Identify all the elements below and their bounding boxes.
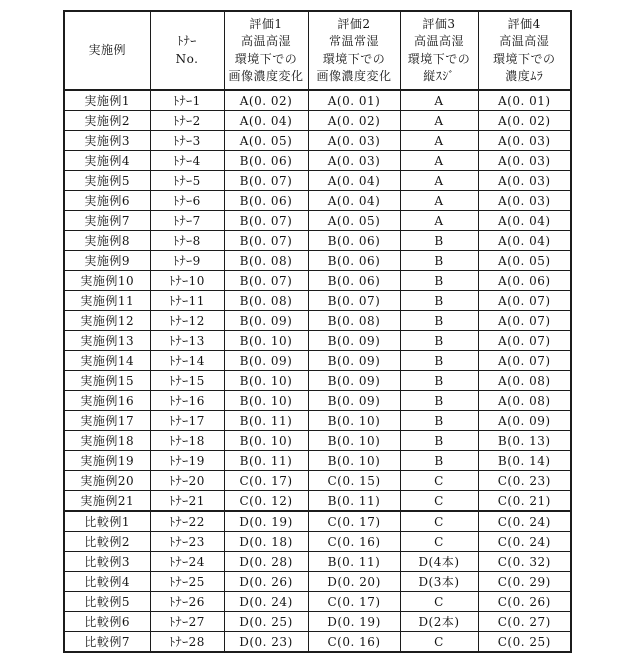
- table-row: [64, 612, 571, 632]
- example-cell: 比較例7: [64, 632, 150, 653]
- example-cell: 実施例11: [64, 291, 150, 311]
- eval1-cell: B(0. 09): [224, 351, 308, 371]
- eval4-cell: B(0. 13): [478, 431, 571, 451]
- table-row: [64, 431, 571, 451]
- eval2-cell: B(0. 09): [308, 331, 400, 351]
- toner-no-cell: ﾄﾅｰ12: [150, 311, 224, 331]
- eval1-cell: B(0. 10): [224, 431, 308, 451]
- eval3-cell: A: [400, 191, 478, 211]
- table-row: [64, 391, 571, 411]
- table-row: [64, 532, 571, 552]
- eval3-cell: B: [400, 331, 478, 351]
- eval2-cell: A(0. 04): [308, 191, 400, 211]
- table-row: [64, 90, 571, 111]
- eval3-cell: A: [400, 131, 478, 151]
- eval3-cell: A: [400, 171, 478, 191]
- table-row: [64, 211, 571, 231]
- toner-no-cell: ﾄﾅｰ3: [150, 131, 224, 151]
- eval2-cell: B(0. 10): [308, 431, 400, 451]
- example-cell: 比較例5: [64, 592, 150, 612]
- eval4-cell: C(0. 24): [478, 511, 571, 532]
- example-cell: 実施例12: [64, 311, 150, 331]
- eval4-cell: C(0. 32): [478, 552, 571, 572]
- eval3-cell: B: [400, 231, 478, 251]
- column-header-toner-no: ﾄﾅｰ No.: [150, 11, 224, 90]
- toner-no-cell: ﾄﾅｰ9: [150, 251, 224, 271]
- eval1-cell: B(0. 08): [224, 291, 308, 311]
- eval2-cell: D(0. 19): [308, 612, 400, 632]
- column-header-eval1: 評価1 高温高湿 環境下での 画像濃度変化: [224, 11, 308, 90]
- eval2-cell: C(0. 16): [308, 632, 400, 653]
- table-row: [64, 371, 571, 391]
- eval2-cell: C(0. 16): [308, 532, 400, 552]
- eval3-cell: B: [400, 371, 478, 391]
- example-cell: 比較例3: [64, 552, 150, 572]
- toner-no-cell: ﾄﾅｰ8: [150, 231, 224, 251]
- eval3-cell: A: [400, 111, 478, 131]
- example-cell: 実施例8: [64, 231, 150, 251]
- eval3-cell: B: [400, 271, 478, 291]
- eval1-cell: B(0. 06): [224, 151, 308, 171]
- example-cell: 比較例4: [64, 572, 150, 592]
- example-cell: 実施例5: [64, 171, 150, 191]
- example-cell: 比較例6: [64, 612, 150, 632]
- example-cell: 実施例9: [64, 251, 150, 271]
- eval2-cell: B(0. 06): [308, 231, 400, 251]
- eval4-cell: A(0. 02): [478, 111, 571, 131]
- example-cell: 実施例3: [64, 131, 150, 151]
- eval3-cell: B: [400, 351, 478, 371]
- example-cell: 実施例4: [64, 151, 150, 171]
- eval1-cell: B(0. 06): [224, 191, 308, 211]
- table-row: [64, 632, 571, 653]
- table-row: [64, 271, 571, 291]
- toner-no-cell: ﾄﾅｰ2: [150, 111, 224, 131]
- example-cell: 比較例2: [64, 532, 150, 552]
- example-cell: 実施例7: [64, 211, 150, 231]
- toner-no-cell: ﾄﾅｰ23: [150, 532, 224, 552]
- eval1-cell: B(0. 07): [224, 231, 308, 251]
- eval4-cell: C(0. 26): [478, 592, 571, 612]
- header-row: [64, 11, 571, 90]
- eval2-cell: C(0. 17): [308, 592, 400, 612]
- eval4-cell: A(0. 07): [478, 291, 571, 311]
- eval3-cell: B: [400, 291, 478, 311]
- eval1-cell: B(0. 08): [224, 251, 308, 271]
- eval4-cell: A(0. 04): [478, 231, 571, 251]
- eval1-cell: B(0. 07): [224, 171, 308, 191]
- toner-no-cell: ﾄﾅｰ24: [150, 552, 224, 572]
- eval2-cell: B(0. 10): [308, 411, 400, 431]
- eval2-cell: A(0. 01): [308, 90, 400, 111]
- eval1-cell: A(0. 05): [224, 131, 308, 151]
- eval3-cell: B: [400, 411, 478, 431]
- eval1-cell: B(0. 10): [224, 391, 308, 411]
- eval2-cell: B(0. 06): [308, 271, 400, 291]
- eval3-cell: D(4本): [400, 552, 478, 572]
- example-cell: 実施例6: [64, 191, 150, 211]
- table-row: [64, 451, 571, 471]
- eval2-cell: B(0. 09): [308, 371, 400, 391]
- toner-no-cell: ﾄﾅｰ28: [150, 632, 224, 653]
- eval4-cell: A(0. 09): [478, 411, 571, 431]
- eval1-cell: D(0. 18): [224, 532, 308, 552]
- toner-no-cell: ﾄﾅｰ16: [150, 391, 224, 411]
- table-row: [64, 471, 571, 491]
- eval3-cell: B: [400, 431, 478, 451]
- eval1-cell: B(0. 07): [224, 271, 308, 291]
- toner-no-cell: ﾄﾅｰ13: [150, 331, 224, 351]
- table-row: [64, 151, 571, 171]
- example-cell: 実施例13: [64, 331, 150, 351]
- table-row: [64, 171, 571, 191]
- eval1-cell: D(0. 25): [224, 612, 308, 632]
- example-cell: 実施例17: [64, 411, 150, 431]
- eval1-cell: B(0. 11): [224, 451, 308, 471]
- table-row: [64, 411, 571, 431]
- eval1-cell: B(0. 10): [224, 371, 308, 391]
- table-row: [64, 572, 571, 592]
- eval2-cell: B(0. 10): [308, 451, 400, 471]
- eval2-cell: B(0. 06): [308, 251, 400, 271]
- eval4-cell: A(0. 08): [478, 391, 571, 411]
- eval1-cell: C(0. 12): [224, 491, 308, 512]
- eval2-cell: B(0. 07): [308, 291, 400, 311]
- example-cell: 実施例18: [64, 431, 150, 451]
- table-row: [64, 191, 571, 211]
- eval1-cell: B(0. 10): [224, 331, 308, 351]
- eval2-cell: B(0. 11): [308, 552, 400, 572]
- eval3-cell: C: [400, 632, 478, 653]
- eval2-cell: B(0. 09): [308, 351, 400, 371]
- eval3-cell: C: [400, 491, 478, 512]
- eval1-cell: D(0. 26): [224, 572, 308, 592]
- toner-no-cell: ﾄﾅｰ26: [150, 592, 224, 612]
- eval3-cell: A: [400, 211, 478, 231]
- column-header-example: 実施例: [64, 11, 150, 90]
- eval2-cell: A(0. 03): [308, 131, 400, 151]
- eval3-cell: B: [400, 311, 478, 331]
- eval4-cell: A(0. 06): [478, 271, 571, 291]
- eval3-cell: C: [400, 592, 478, 612]
- eval4-cell: A(0. 03): [478, 131, 571, 151]
- table-row: [64, 131, 571, 151]
- eval2-cell: C(0. 15): [308, 471, 400, 491]
- column-header-eval3: 評価3 高温高湿 環境下での 縦ｽｼﾞ: [400, 11, 478, 90]
- table-row: [64, 311, 571, 331]
- example-cell: 実施例19: [64, 451, 150, 471]
- toner-no-cell: ﾄﾅｰ21: [150, 491, 224, 512]
- example-cell: 実施例15: [64, 371, 150, 391]
- eval2-cell: A(0. 05): [308, 211, 400, 231]
- table-row: [64, 511, 571, 532]
- eval3-cell: C: [400, 532, 478, 552]
- column-header-eval2: 評価2 常温常湿 環境下での 画像濃度変化: [308, 11, 400, 90]
- eval4-cell: A(0. 08): [478, 371, 571, 391]
- eval1-cell: D(0. 28): [224, 552, 308, 572]
- eval4-cell: C(0. 29): [478, 572, 571, 592]
- eval4-cell: A(0. 07): [478, 331, 571, 351]
- table-row: [64, 251, 571, 271]
- eval3-cell: D(3本): [400, 572, 478, 592]
- eval4-cell: A(0. 07): [478, 311, 571, 331]
- toner-no-cell: ﾄﾅｰ19: [150, 451, 224, 471]
- example-cell: 実施例20: [64, 471, 150, 491]
- eval1-cell: C(0. 17): [224, 471, 308, 491]
- eval3-cell: A: [400, 151, 478, 171]
- eval2-cell: A(0. 03): [308, 151, 400, 171]
- eval3-cell: B: [400, 391, 478, 411]
- eval3-cell: A: [400, 90, 478, 111]
- toner-no-cell: ﾄﾅｰ6: [150, 191, 224, 211]
- eval1-cell: B(0. 07): [224, 211, 308, 231]
- eval1-cell: D(0. 24): [224, 592, 308, 612]
- table-row: [64, 351, 571, 371]
- eval4-cell: C(0. 27): [478, 612, 571, 632]
- toner-no-cell: ﾄﾅｰ5: [150, 171, 224, 191]
- toner-no-cell: ﾄﾅｰ4: [150, 151, 224, 171]
- toner-no-cell: ﾄﾅｰ20: [150, 471, 224, 491]
- eval2-cell: B(0. 08): [308, 311, 400, 331]
- eval1-cell: B(0. 09): [224, 311, 308, 331]
- toner-no-cell: ﾄﾅｰ18: [150, 431, 224, 451]
- eval2-cell: A(0. 02): [308, 111, 400, 131]
- eval3-cell: C: [400, 471, 478, 491]
- toner-no-cell: ﾄﾅｰ7: [150, 211, 224, 231]
- eval2-cell: B(0. 09): [308, 391, 400, 411]
- eval2-cell: C(0. 17): [308, 511, 400, 532]
- eval1-cell: A(0. 02): [224, 90, 308, 111]
- eval3-cell: B: [400, 251, 478, 271]
- example-cell: 比較例1: [64, 511, 150, 532]
- eval3-cell: B: [400, 451, 478, 471]
- evaluation-table: [63, 10, 572, 653]
- table-row: [64, 592, 571, 612]
- toner-no-cell: ﾄﾅｰ10: [150, 271, 224, 291]
- eval4-cell: A(0. 07): [478, 351, 571, 371]
- eval1-cell: A(0. 04): [224, 111, 308, 131]
- example-cell: 実施例14: [64, 351, 150, 371]
- table-row: [64, 111, 571, 131]
- table-body: [64, 90, 571, 652]
- toner-no-cell: ﾄﾅｰ15: [150, 371, 224, 391]
- eval3-cell: D(2本): [400, 612, 478, 632]
- eval2-cell: D(0. 20): [308, 572, 400, 592]
- example-cell: 実施例16: [64, 391, 150, 411]
- eval4-cell: B(0. 14): [478, 451, 571, 471]
- toner-no-cell: ﾄﾅｰ27: [150, 612, 224, 632]
- table-row: [64, 231, 571, 251]
- eval4-cell: A(0. 05): [478, 251, 571, 271]
- table-row: [64, 491, 571, 512]
- example-cell: 実施例1: [64, 90, 150, 111]
- eval4-cell: A(0. 03): [478, 151, 571, 171]
- eval4-cell: A(0. 03): [478, 171, 571, 191]
- eval4-cell: A(0. 04): [478, 211, 571, 231]
- toner-no-cell: ﾄﾅｰ14: [150, 351, 224, 371]
- example-cell: 実施例2: [64, 111, 150, 131]
- column-header-eval4: 評価4 高温高湿 環境下での 濃度ﾑﾗ: [478, 11, 571, 90]
- toner-no-cell: ﾄﾅｰ25: [150, 572, 224, 592]
- eval4-cell: A(0. 01): [478, 90, 571, 111]
- table-row: [64, 291, 571, 311]
- eval4-cell: C(0. 23): [478, 471, 571, 491]
- eval3-cell: C: [400, 511, 478, 532]
- eval4-cell: C(0. 21): [478, 491, 571, 512]
- table-row: [64, 552, 571, 572]
- eval1-cell: D(0. 23): [224, 632, 308, 653]
- table-row: [64, 331, 571, 351]
- example-cell: 実施例21: [64, 491, 150, 512]
- toner-no-cell: ﾄﾅｰ11: [150, 291, 224, 311]
- eval4-cell: C(0. 24): [478, 532, 571, 552]
- eval4-cell: A(0. 03): [478, 191, 571, 211]
- example-cell: 実施例10: [64, 271, 150, 291]
- eval1-cell: B(0. 11): [224, 411, 308, 431]
- toner-no-cell: ﾄﾅｰ1: [150, 90, 224, 111]
- eval2-cell: A(0. 04): [308, 171, 400, 191]
- eval1-cell: D(0. 19): [224, 511, 308, 532]
- table-header: [64, 11, 571, 90]
- eval2-cell: B(0. 11): [308, 491, 400, 512]
- eval4-cell: C(0. 25): [478, 632, 571, 653]
- toner-no-cell: ﾄﾅｰ17: [150, 411, 224, 431]
- toner-no-cell: ﾄﾅｰ22: [150, 511, 224, 532]
